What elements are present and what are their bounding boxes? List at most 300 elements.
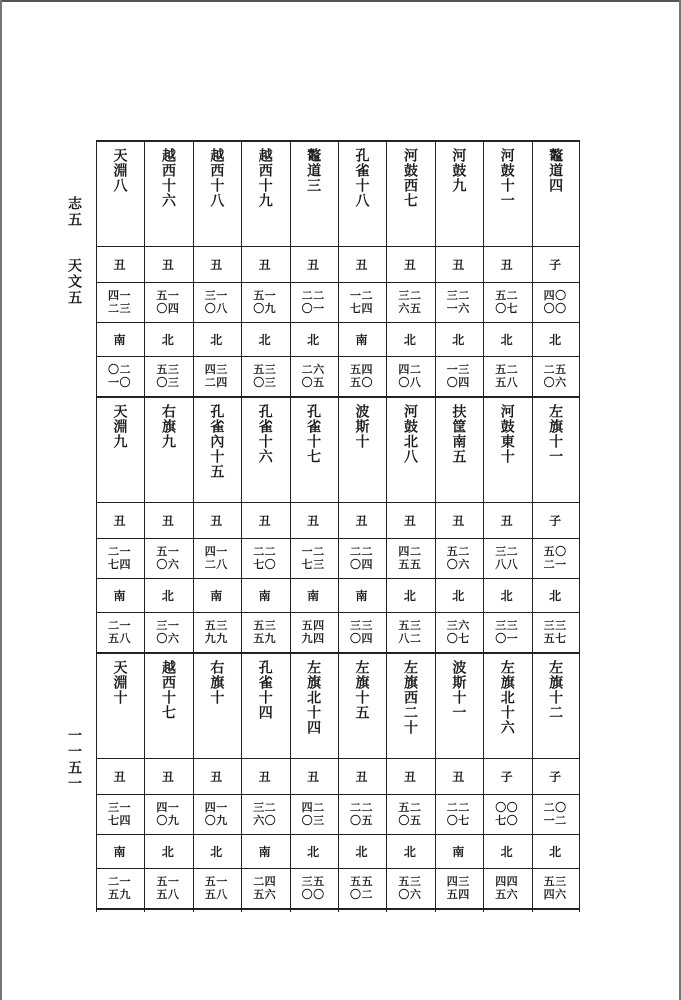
degree-line: 七〇 xyxy=(495,814,519,827)
star-name-cell xyxy=(144,396,191,502)
degree-line: 〇二 xyxy=(108,362,131,376)
latitude-value xyxy=(544,363,567,389)
degree-line: 四二 xyxy=(398,362,422,376)
longitude-value xyxy=(108,545,131,571)
degree-line: 五二 xyxy=(495,288,519,302)
direction: 北 xyxy=(500,588,513,603)
earthly-branch: 子 xyxy=(549,513,562,528)
degree-line: 五三 xyxy=(253,362,277,376)
star-name: 右旗十 xyxy=(208,660,225,705)
degree-line: 五六 xyxy=(495,888,519,901)
longitude-value xyxy=(205,801,228,827)
star-name: 波斯十一 xyxy=(450,660,467,720)
star-name: 河鼓西七 xyxy=(401,148,418,208)
scan-border-top xyxy=(0,0,681,2)
row-rule xyxy=(96,908,580,910)
degree-cell xyxy=(435,356,482,396)
column-rule xyxy=(579,140,580,912)
star-name-cell xyxy=(483,396,530,502)
star-name-cell xyxy=(241,140,288,246)
branch-cell xyxy=(435,758,482,794)
branch-cell xyxy=(532,758,579,794)
earthly-branch: 丑 xyxy=(452,769,465,784)
direction-cell xyxy=(96,834,143,868)
degree-line: 九九 xyxy=(204,632,228,645)
degree-line: 一二 xyxy=(350,288,373,302)
direction: 北 xyxy=(307,332,320,347)
latitude-value xyxy=(544,619,567,645)
latitude-value xyxy=(302,875,325,901)
direction: 南 xyxy=(113,588,126,603)
branch-cell xyxy=(386,758,433,794)
star-name: 鼇道三 xyxy=(305,148,322,193)
direction: 北 xyxy=(210,844,223,859)
branch-cell xyxy=(96,758,143,794)
degree-line: 五五 xyxy=(398,558,422,571)
star-name: 河鼓東十 xyxy=(498,404,515,464)
degree-line: 〇九 xyxy=(204,814,228,827)
degree-line: 〇九 xyxy=(156,814,180,827)
star-name: 孔雀內十五 xyxy=(208,404,225,479)
earthly-branch: 丑 xyxy=(161,769,174,784)
degree-cell xyxy=(96,612,143,652)
degree-line: 九四 xyxy=(301,632,325,645)
latitude-value xyxy=(398,875,421,901)
degree-line: 二二 xyxy=(350,800,373,814)
star-name: 天淵八 xyxy=(111,148,128,193)
star-name-cell xyxy=(193,396,240,502)
degree-cell xyxy=(96,794,143,834)
degree-cell xyxy=(435,868,482,908)
longitude-value xyxy=(495,801,518,827)
longitude-value xyxy=(156,289,179,315)
earthly-branch: 丑 xyxy=(210,769,223,784)
direction: 北 xyxy=(355,844,368,859)
branch-cell xyxy=(144,758,191,794)
branch-cell xyxy=(144,502,191,538)
degree-line: 〇六 xyxy=(543,376,567,389)
degree-line: 五一 xyxy=(156,288,180,302)
degree-line: 〇八 xyxy=(204,302,228,315)
latitude-value xyxy=(205,875,228,901)
degree-line: 〇〇 xyxy=(495,800,519,814)
degree-line: 〇二 xyxy=(350,888,373,901)
degree-line: 二二 xyxy=(301,288,325,302)
degree-line: 四一 xyxy=(204,544,228,558)
star-name: 左旗西二十 xyxy=(401,660,418,735)
degree-cell xyxy=(241,612,288,652)
degree-cell xyxy=(338,794,385,834)
branch-cell xyxy=(435,502,482,538)
degree-cell xyxy=(386,282,433,322)
longitude-value xyxy=(447,801,470,827)
degree-line: 二二 xyxy=(253,544,277,558)
star-name: 河鼓十一 xyxy=(498,148,515,208)
latitude-value xyxy=(495,875,518,901)
degree-cell xyxy=(435,612,482,652)
degree-line: 三二 xyxy=(253,800,277,814)
direction: 北 xyxy=(403,332,416,347)
degree-line: 二二 xyxy=(350,544,373,558)
direction-cell xyxy=(532,578,579,612)
longitude-value xyxy=(544,801,567,827)
degree-line: 〇四 xyxy=(156,302,180,315)
latitude-value xyxy=(350,875,373,901)
earthly-branch: 丑 xyxy=(307,257,320,272)
degree-line: 五三 xyxy=(253,618,277,632)
volume-label: 志五 xyxy=(66,196,82,228)
degree-line: 三三 xyxy=(543,618,567,632)
longitude-value xyxy=(253,545,276,571)
star-name-cell xyxy=(483,652,530,758)
star-name: 天淵九 xyxy=(111,404,128,449)
direction: 北 xyxy=(307,844,320,859)
degree-line: 五九 xyxy=(108,888,131,901)
branch-cell xyxy=(532,502,579,538)
star-name: 河鼓九 xyxy=(450,148,467,193)
degree-cell xyxy=(338,612,385,652)
chapter-label: 天文五 xyxy=(66,258,82,306)
degree-cell xyxy=(483,794,530,834)
degree-cell xyxy=(290,538,337,578)
degree-line: 三六 xyxy=(446,618,470,632)
latitude-value xyxy=(205,619,228,645)
degree-line: 〇三 xyxy=(156,376,180,389)
degree-line: 四三 xyxy=(204,362,228,376)
longitude-value xyxy=(253,801,276,827)
longitude-value xyxy=(495,289,518,315)
degree-line: 三三 xyxy=(495,618,519,632)
direction-cell xyxy=(435,578,482,612)
branch-cell xyxy=(338,246,385,282)
direction-cell xyxy=(386,322,433,356)
degree-line: 五一 xyxy=(253,288,277,302)
star-name: 鼇道四 xyxy=(547,148,564,193)
degree-line: 五〇 xyxy=(350,376,373,389)
degree-line: 〇〇 xyxy=(301,888,325,901)
direction: 南 xyxy=(113,844,126,859)
longitude-value xyxy=(302,545,325,571)
degree-line: 五一 xyxy=(204,874,228,888)
earthly-branch: 丑 xyxy=(355,769,368,784)
degree-line: 三三 xyxy=(350,618,373,632)
degree-line: 〇七 xyxy=(495,302,519,315)
degree-line: 四一 xyxy=(108,288,131,302)
branch-cell xyxy=(241,502,288,538)
degree-line: 七四 xyxy=(108,558,131,571)
degree-line: 三五 xyxy=(301,874,325,888)
degree-cell xyxy=(386,794,433,834)
degree-line: 二八 xyxy=(204,558,228,571)
degree-line: 〇四 xyxy=(350,558,373,571)
direction: 北 xyxy=(403,844,416,859)
star-name-cell xyxy=(483,140,530,246)
star-name-cell xyxy=(532,140,579,246)
earthly-branch: 丑 xyxy=(210,257,223,272)
earthly-branch: 丑 xyxy=(161,513,174,528)
earthly-branch: 丑 xyxy=(258,769,271,784)
direction-cell xyxy=(290,578,337,612)
direction-cell xyxy=(290,834,337,868)
degree-line: 三一 xyxy=(204,288,228,302)
star-name-cell xyxy=(338,396,385,502)
direction: 南 xyxy=(258,844,271,859)
degree-line: 〇四 xyxy=(350,632,373,645)
degree-cell xyxy=(96,356,143,396)
branch-cell xyxy=(435,246,482,282)
latitude-value xyxy=(108,875,131,901)
direction-cell xyxy=(386,578,433,612)
degree-cell xyxy=(144,794,191,834)
degree-line: 〇一 xyxy=(495,632,519,645)
direction: 北 xyxy=(500,844,513,859)
degree-line: 四二 xyxy=(398,544,422,558)
branch-cell xyxy=(483,758,530,794)
latitude-value xyxy=(350,619,373,645)
earthly-branch: 丑 xyxy=(161,257,174,272)
latitude-value xyxy=(108,363,131,389)
degree-cell xyxy=(435,282,482,322)
latitude-value xyxy=(302,619,325,645)
degree-line: 三二 xyxy=(446,288,470,302)
degree-cell xyxy=(386,612,433,652)
star-name: 左旗北十四 xyxy=(305,660,322,735)
degree-cell xyxy=(532,538,579,578)
direction: 北 xyxy=(210,332,223,347)
degree-cell xyxy=(338,538,385,578)
star-name: 越西十八 xyxy=(208,148,225,208)
degree-line: 四〇 xyxy=(543,288,567,302)
degree-line: 五八 xyxy=(204,888,228,901)
earthly-branch: 丑 xyxy=(452,257,465,272)
star-name: 越西十七 xyxy=(159,660,176,720)
longitude-value xyxy=(108,289,131,315)
star-name-cell xyxy=(435,140,482,246)
direction: 北 xyxy=(549,588,562,603)
degree-line: 七三 xyxy=(301,558,325,571)
degree-cell xyxy=(144,612,191,652)
star-name-cell xyxy=(241,396,288,502)
direction-cell xyxy=(290,322,337,356)
longitude-value xyxy=(302,801,325,827)
direction: 北 xyxy=(161,332,174,347)
star-name-cell xyxy=(290,652,337,758)
degree-line: 三一 xyxy=(156,618,180,632)
direction-cell xyxy=(193,322,240,356)
star-name: 右旗九 xyxy=(159,404,176,449)
degree-line: 五八 xyxy=(108,632,131,645)
direction: 北 xyxy=(161,588,174,603)
direction: 北 xyxy=(161,844,174,859)
star-name-cell xyxy=(96,396,143,502)
branch-cell xyxy=(290,246,337,282)
degree-cell xyxy=(290,794,337,834)
degree-line: 五四 xyxy=(446,888,470,901)
degree-line: 七〇 xyxy=(253,558,277,571)
degree-line: 〇七 xyxy=(446,632,470,645)
degree-cell xyxy=(241,356,288,396)
degree-line: 二〇 xyxy=(543,800,567,814)
direction: 北 xyxy=(549,332,562,347)
degree-cell xyxy=(193,356,240,396)
degree-line: 五二 xyxy=(495,362,519,376)
latitude-value xyxy=(253,619,276,645)
degree-line: 一六 xyxy=(446,302,470,315)
degree-cell xyxy=(193,282,240,322)
degree-line: 〇六 xyxy=(446,558,470,571)
degree-cell xyxy=(483,868,530,908)
degree-line: 五三 xyxy=(398,618,422,632)
degree-cell xyxy=(532,356,579,396)
degree-line: 五七 xyxy=(543,632,567,645)
latitude-value xyxy=(253,363,276,389)
star-name-cell xyxy=(96,140,143,246)
degree-line: 一三 xyxy=(446,362,470,376)
direction-cell xyxy=(193,578,240,612)
degree-cell xyxy=(144,356,191,396)
degree-line: 一〇 xyxy=(108,376,131,389)
page-number: 一一五一 xyxy=(66,728,82,792)
star-name-cell xyxy=(193,140,240,246)
longitude-value xyxy=(447,545,470,571)
longitude-value xyxy=(544,289,567,315)
degree-line: 〇五 xyxy=(398,814,422,827)
degree-cell xyxy=(290,356,337,396)
degree-cell xyxy=(241,794,288,834)
degree-line: 五一 xyxy=(156,544,180,558)
degree-cell xyxy=(144,868,191,908)
earthly-branch: 丑 xyxy=(403,769,416,784)
star-name-cell xyxy=(290,140,337,246)
degree-line: 二六 xyxy=(301,362,325,376)
degree-line: 五二 xyxy=(446,544,470,558)
direction-cell xyxy=(193,834,240,868)
branch-cell xyxy=(96,502,143,538)
longitude-value xyxy=(350,801,373,827)
degree-cell xyxy=(338,282,385,322)
star-name-cell xyxy=(386,396,433,502)
longitude-value xyxy=(544,545,567,571)
degree-line: 一二 xyxy=(301,544,325,558)
star-name-cell xyxy=(144,652,191,758)
branch-cell xyxy=(386,246,433,282)
degree-cell xyxy=(532,794,579,834)
star-name: 左旗十一 xyxy=(547,404,564,464)
branch-cell xyxy=(290,758,337,794)
star-name: 越西十六 xyxy=(159,148,176,208)
latitude-value xyxy=(447,619,470,645)
degree-line: 〇六 xyxy=(156,558,180,571)
earthly-branch: 丑 xyxy=(355,513,368,528)
degree-line: 〇六 xyxy=(156,632,180,645)
star-name-cell xyxy=(435,652,482,758)
earthly-branch: 子 xyxy=(549,769,562,784)
latitude-value xyxy=(350,363,373,389)
star-table xyxy=(96,140,580,912)
direction: 北 xyxy=(258,332,271,347)
degree-line: 〇九 xyxy=(253,302,277,315)
earthly-branch: 子 xyxy=(549,257,562,272)
earthly-branch: 丑 xyxy=(258,257,271,272)
degree-line: 四六 xyxy=(543,888,567,901)
degree-cell xyxy=(193,612,240,652)
degree-line: 五三 xyxy=(543,874,567,888)
direction: 南 xyxy=(258,588,271,603)
degree-line: 〇三 xyxy=(253,376,277,389)
direction-cell xyxy=(483,834,530,868)
star-name-cell xyxy=(96,652,143,758)
direction-cell xyxy=(144,834,191,868)
earthly-branch: 丑 xyxy=(500,513,513,528)
degree-line: 七四 xyxy=(108,814,131,827)
earthly-branch: 丑 xyxy=(113,257,126,272)
branch-cell xyxy=(193,502,240,538)
star-name: 孔雀十四 xyxy=(256,660,273,720)
star-name-cell xyxy=(338,140,385,246)
degree-line: 四一 xyxy=(204,800,228,814)
star-name: 波斯十 xyxy=(353,404,370,449)
branch-cell xyxy=(241,758,288,794)
degree-line: 〇四 xyxy=(446,376,470,389)
direction: 北 xyxy=(452,588,465,603)
degree-line: 六五 xyxy=(398,302,422,315)
earthly-branch: 丑 xyxy=(307,513,320,528)
degree-line: 五八 xyxy=(495,376,519,389)
degree-line: 五八 xyxy=(156,888,180,901)
degree-cell xyxy=(290,282,337,322)
longitude-value xyxy=(205,289,228,315)
earthly-branch: 丑 xyxy=(500,257,513,272)
degree-line: 三一 xyxy=(108,800,131,814)
star-name-cell xyxy=(144,140,191,246)
latitude-value xyxy=(108,619,131,645)
degree-line: 五九 xyxy=(253,632,277,645)
star-name: 左旗北十六 xyxy=(498,660,515,735)
degree-line: 五四 xyxy=(301,618,325,632)
earthly-branch: 丑 xyxy=(258,513,271,528)
longitude-value xyxy=(350,545,373,571)
degree-cell xyxy=(483,356,530,396)
degree-line: 〇一 xyxy=(301,302,325,315)
degree-cell xyxy=(386,868,433,908)
degree-line: 〇六 xyxy=(398,888,422,901)
direction-cell xyxy=(241,578,288,612)
degree-line: 〇五 xyxy=(301,376,325,389)
branch-cell xyxy=(483,502,530,538)
direction-cell xyxy=(241,322,288,356)
degree-line: 五三 xyxy=(204,618,228,632)
degree-cell xyxy=(193,538,240,578)
earthly-branch: 子 xyxy=(500,769,513,784)
degree-line: 三二 xyxy=(398,288,422,302)
degree-line: 二五 xyxy=(543,362,567,376)
direction: 南 xyxy=(210,588,223,603)
direction-cell xyxy=(483,322,530,356)
latitude-value xyxy=(156,875,179,901)
longitude-value xyxy=(108,801,131,827)
star-name-cell xyxy=(532,396,579,502)
degree-cell xyxy=(96,538,143,578)
star-name: 孔雀十六 xyxy=(256,404,273,464)
earthly-branch: 丑 xyxy=(403,257,416,272)
earthly-branch: 丑 xyxy=(113,769,126,784)
longitude-value xyxy=(350,289,373,315)
latitude-value xyxy=(398,363,421,389)
degree-cell xyxy=(193,794,240,834)
star-name: 左旗十二 xyxy=(547,660,564,720)
degree-cell xyxy=(241,538,288,578)
degree-line: 〇三 xyxy=(301,814,325,827)
